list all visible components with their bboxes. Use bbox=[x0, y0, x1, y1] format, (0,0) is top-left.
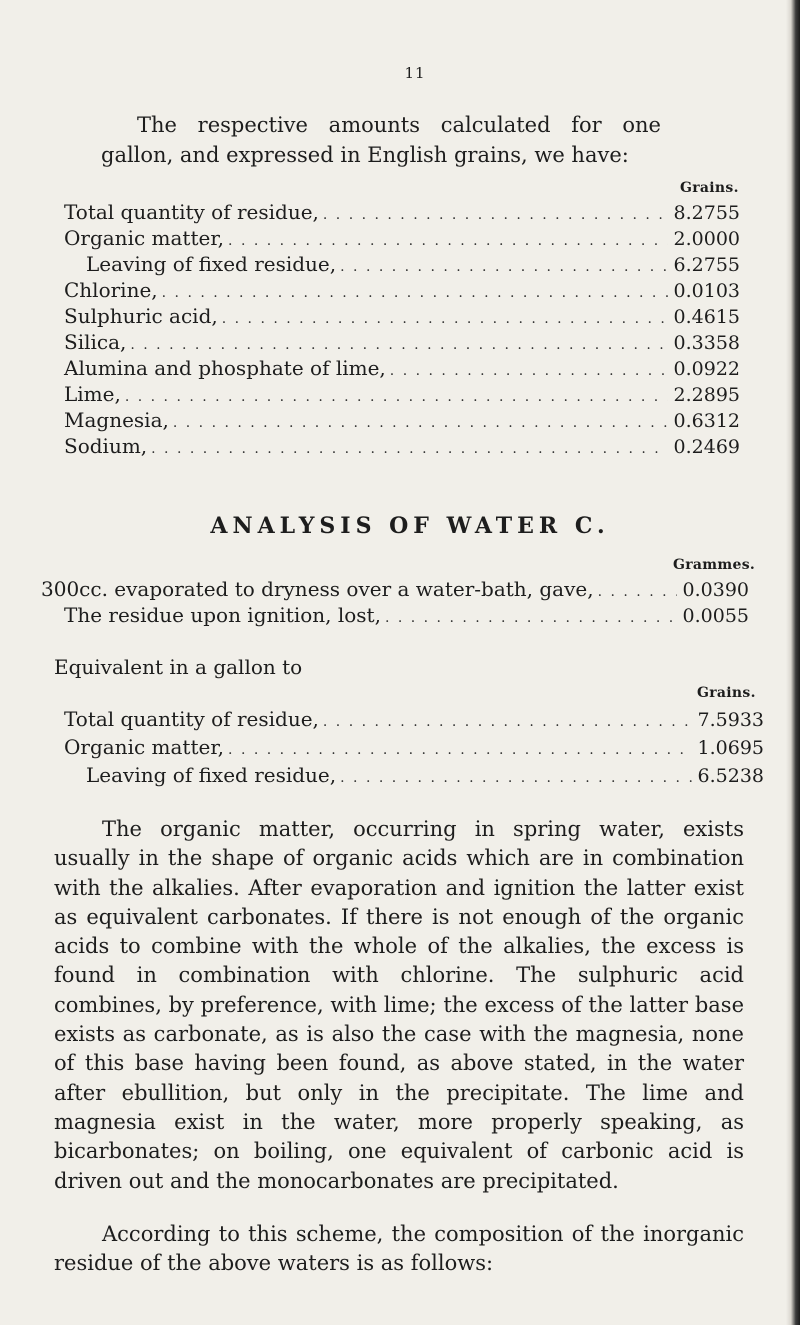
row-label: 300cc. evaporated to dryness over a water-bath, gave, bbox=[41, 577, 594, 601]
leader-dots bbox=[125, 389, 668, 405]
row-label: Magnesia, bbox=[64, 408, 169, 432]
table-row bbox=[64, 330, 740, 356]
row-label: Leaving of fixed residue, bbox=[86, 252, 337, 276]
row-value: 7.5933 bbox=[697, 709, 764, 731]
table-row bbox=[64, 356, 740, 382]
row-value: 0.4615 bbox=[673, 306, 740, 328]
table-row bbox=[64, 735, 764, 761]
row-label: Organic matter, bbox=[64, 735, 225, 759]
row-value: 0.6312 bbox=[673, 410, 740, 432]
row-value: 6.2755 bbox=[673, 254, 740, 276]
intro-paragraph: The respective amounts calculated for one gallon, and expressed in English grains, we have: bbox=[101, 113, 661, 167]
table-row bbox=[64, 707, 764, 733]
row-label: Leaving of fixed residue, bbox=[86, 763, 337, 787]
section-title: ANALYSIS OF WATER C. bbox=[210, 513, 610, 539]
table1-unit-header: Grains. bbox=[680, 180, 739, 196]
table-row bbox=[41, 577, 749, 603]
table-row bbox=[64, 382, 740, 408]
row-value: 0.0390 bbox=[682, 579, 749, 601]
row-value: 8.2755 bbox=[673, 202, 740, 224]
leader-dots bbox=[390, 363, 668, 379]
table3-unit-header: Grains. bbox=[697, 685, 756, 701]
row-label: Total quantity of residue, bbox=[64, 707, 319, 731]
leader-dots bbox=[173, 415, 668, 431]
row-value: 0.3358 bbox=[673, 332, 740, 354]
leader-dots bbox=[340, 770, 692, 786]
leader-dots bbox=[323, 714, 692, 730]
leader-dots bbox=[228, 742, 692, 758]
row-label: Alumina and phosphate of lime, bbox=[64, 356, 386, 380]
table-row bbox=[64, 278, 740, 304]
row-value: 6.5238 bbox=[697, 765, 764, 787]
leader-dots bbox=[130, 337, 668, 353]
table-row bbox=[64, 434, 740, 460]
row-label: Chlorine, bbox=[64, 278, 158, 302]
row-value: 0.2469 bbox=[673, 436, 740, 458]
table2-unit-header: Grammes. bbox=[673, 557, 756, 573]
row-label: Total quantity of residue, bbox=[64, 200, 319, 224]
table-row bbox=[86, 252, 740, 278]
table-row bbox=[64, 200, 740, 226]
row-value: 2.0000 bbox=[673, 228, 740, 250]
row-label: Sodium, bbox=[64, 434, 148, 458]
table-row bbox=[64, 304, 740, 330]
page-number: 11 bbox=[404, 64, 426, 82]
row-value: 0.0922 bbox=[673, 358, 740, 380]
row-value: 0.0103 bbox=[673, 280, 740, 302]
leader-dots bbox=[228, 233, 668, 249]
leader-dots bbox=[151, 441, 668, 457]
row-label: Sulphuric acid, bbox=[64, 304, 218, 328]
row-value: 1.0695 bbox=[697, 737, 764, 759]
table-row bbox=[64, 408, 740, 434]
leader-dots bbox=[340, 259, 668, 275]
leader-dots bbox=[323, 207, 668, 223]
row-label: Organic matter, bbox=[64, 226, 225, 250]
according-paragraph: According to this scheme, the composition of the inorganic residue of the above waters is as follows: bbox=[54, 1222, 744, 1276]
page-edge-shadow bbox=[786, 0, 800, 1325]
row-label: The residue upon ignition, lost, bbox=[64, 603, 381, 627]
table-row bbox=[64, 603, 749, 629]
leader-dots bbox=[598, 584, 677, 600]
organic-matter-paragraph: The organic matter, occurring in spring water, exists usually in the shape of organic acids which are in combination with the alkalies. After evaporation and ignition the latter exist as equivalent carbonates. If there is not enough of the organic acids to combine with the whole of the alkalies, the excess is found in combination with chlorine. The sulphuric acid combines, by preference, with lime; the excess of the latter base exists as carbonate, as is also the case with the magnesia, none of this base having been found, as above stated, in the water after ebullition, but only in the precipitate. The lime and magnesia exist in the water, more properly speaking, as bicarbonates; on boiling, one equivalent of carbonic acid is driven out and the monocarbonates are precipitated. bbox=[54, 817, 744, 1193]
table-row bbox=[86, 763, 764, 789]
table-row bbox=[64, 226, 740, 252]
leader-dots bbox=[385, 610, 677, 626]
equivalent-heading: Equivalent in a gallon to bbox=[54, 655, 303, 679]
row-value: 2.2895 bbox=[673, 384, 740, 406]
row-value: 0.0055 bbox=[682, 605, 749, 627]
row-label: Lime, bbox=[64, 382, 121, 406]
leader-dots bbox=[222, 311, 668, 327]
leader-dots bbox=[162, 285, 668, 301]
row-label: Silica, bbox=[64, 330, 127, 354]
